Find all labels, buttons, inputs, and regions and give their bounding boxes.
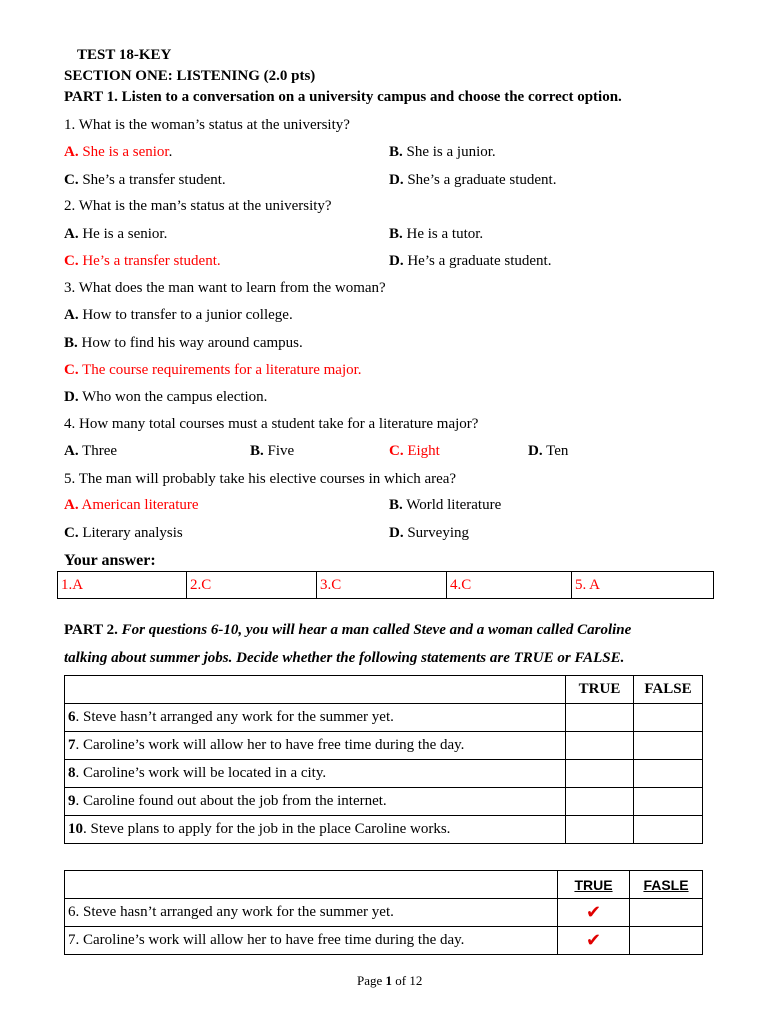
option-letter: D. (528, 443, 543, 459)
false-cell[interactable] (634, 816, 703, 844)
option-letter: B. (389, 144, 403, 160)
option-letter: D. (389, 525, 404, 541)
table-row (65, 927, 703, 955)
statement-cell (65, 760, 566, 788)
false-cell[interactable] (634, 760, 703, 788)
statement-number: 7 (68, 737, 76, 753)
table-row (65, 788, 703, 816)
q4-option-c (389, 443, 440, 460)
true-header: TRUE (566, 676, 634, 704)
option-text: She’s a graduate student. (403, 172, 557, 188)
q3-option-b (64, 335, 303, 352)
false-header: FALSE (634, 676, 703, 704)
q3-option-c (64, 362, 362, 379)
option-letter: B. (64, 335, 78, 351)
statement-text: . Caroline’s work will allow her to have free time during the day. (75, 737, 465, 753)
statement-cell (65, 732, 566, 760)
statement-header-cell (65, 871, 558, 899)
q2-question: 2. What is the man’s status at the university? (64, 198, 332, 214)
false-header: FASLE (630, 871, 703, 899)
answer-cell: 2.C (187, 572, 317, 599)
q4-option-d (528, 443, 568, 460)
option-text: Literary analysis (78, 525, 183, 541)
q5-option-d (389, 525, 469, 542)
table-row (65, 704, 703, 732)
statement-text: . Caroline found out about the job from the internet. (75, 793, 387, 809)
q3-question: 3. What does the man want to learn from the woman? (64, 280, 386, 296)
q2-option-d (389, 253, 551, 270)
answer-cell: 5. A (572, 572, 714, 599)
option-text: Who won the campus election. (78, 389, 268, 405)
section-title: SECTION ONE: LISTENING (2.0 pts) (64, 68, 316, 84)
option-letter: A. (64, 307, 79, 323)
answer-cell: 3.C (317, 572, 447, 599)
answer-row (58, 572, 714, 599)
option-text: She’s a transfer student. (78, 172, 226, 188)
q1-option-c (64, 172, 226, 189)
option-letter: A. (64, 497, 79, 513)
statement-cell (65, 788, 566, 816)
table-header-row (65, 676, 703, 704)
option-punct: . (168, 144, 173, 160)
option-text: Eight (403, 443, 440, 459)
option-text: How to transfer to a junior college. (78, 307, 293, 323)
q1-question: 1. What is the woman’s status at the university? (64, 117, 350, 133)
option-text: Surveying (403, 525, 470, 541)
statement-cell: 6. Steve hasn’t arranged any work for the summer yet. (65, 899, 558, 927)
option-letter: C. (64, 525, 79, 541)
q4-option-a (64, 443, 117, 460)
option-letter: C. (64, 172, 79, 188)
statement-number: 8 (68, 765, 76, 781)
option-letter: C. (389, 443, 404, 459)
q2-option-b (389, 226, 483, 243)
page-word: Page (357, 973, 386, 988)
option-text: Five (263, 443, 295, 459)
option-letter: D. (64, 389, 79, 405)
statement-number: 6 (68, 709, 76, 725)
option-letter: C. (64, 253, 79, 269)
option-text: Three (78, 443, 118, 459)
q3-option-d (64, 389, 267, 406)
your-answer-label: Your answer: (64, 552, 156, 569)
option-text: She is a senior (78, 144, 169, 160)
option-letter: A. (64, 144, 79, 160)
false-cell (630, 899, 703, 927)
table-header-row (65, 871, 703, 899)
part2-label: PART 2. (64, 622, 118, 638)
q4-question: 4. How many total courses must a student take for a literature major? (64, 416, 479, 432)
option-letter: A. (64, 443, 79, 459)
statement-text: . Steve plans to apply for the job in the place Caroline works. (83, 821, 451, 837)
table-row (65, 816, 703, 844)
q2-option-c (64, 253, 221, 270)
statement-number: 10 (68, 821, 83, 837)
table-row (65, 899, 703, 927)
true-cell[interactable] (566, 704, 634, 732)
page-total: of 12 (392, 973, 423, 988)
q1-option-a (64, 144, 172, 161)
q2-option-a (64, 226, 167, 243)
check-mark-icon: ✔ (558, 899, 630, 927)
option-text: Ten (542, 443, 569, 459)
option-text: He is a tutor. (402, 226, 484, 242)
option-text: American literature (78, 497, 199, 513)
true-cell[interactable] (566, 732, 634, 760)
statement-cell (65, 816, 566, 844)
table-row (65, 732, 703, 760)
option-letter: D. (389, 172, 404, 188)
option-text: He’s a graduate student. (403, 253, 552, 269)
statement-text: . Caroline’s work will be located in a city. (75, 765, 327, 781)
test-title: TEST 18-KEY (77, 47, 172, 63)
answer-table (57, 571, 714, 599)
statement-number: 9 (68, 793, 76, 809)
q5-option-c (64, 525, 183, 542)
check-mark-icon: ✔ (558, 927, 630, 955)
statement-cell: 7. Caroline’s work will allow her to have free time during the day. (65, 927, 558, 955)
option-letter: A. (64, 226, 79, 242)
statement-header-cell (65, 676, 566, 704)
false-cell[interactable] (634, 788, 703, 816)
answer-cell: 1.A (58, 572, 187, 599)
option-letter: C. (64, 362, 79, 378)
statement-cell (65, 704, 566, 732)
part2-instruction-line1 (64, 622, 631, 639)
true-header: TRUE (558, 871, 630, 899)
instruction-text: For questions 6-10, you will hear a man called Steve and a woman called Caroline (121, 622, 632, 638)
option-text: World literature (402, 497, 502, 513)
option-text: He’s a transfer student. (78, 253, 221, 269)
false-cell[interactable] (634, 704, 703, 732)
q5-question: 5. The man will probably take his elective courses in which area? (64, 471, 457, 487)
option-letter: D. (389, 253, 404, 269)
table-row (65, 760, 703, 788)
answer-cell: 4.C (447, 572, 572, 599)
option-text: How to find his way around campus. (77, 335, 303, 351)
q1-option-d (389, 172, 556, 189)
option-text: The course requirements for a literature major. (78, 362, 362, 378)
q5-option-b (389, 497, 501, 514)
true-cell[interactable] (566, 816, 634, 844)
q5-option-a (64, 497, 199, 514)
option-letter: B. (389, 497, 403, 513)
statement-text: . Steve hasn’t arranged any work for the summer yet. (75, 709, 394, 725)
false-cell (630, 927, 703, 955)
part2-instruction-line2: talking about summer jobs. Decide whether the following statements are TRUE or FALSE. (64, 650, 625, 666)
option-text: He is a senior. (78, 226, 168, 242)
page-footer (357, 973, 422, 989)
part1-title: PART 1. Listen to a conversation on a university campus and choose the correct option. (64, 89, 622, 105)
q4-option-b (250, 443, 294, 460)
option-letter: B. (250, 443, 264, 459)
answer-key-table (64, 870, 703, 955)
q3-option-a (64, 307, 293, 324)
option-text: She is a junior. (402, 144, 496, 160)
page-number: 1 (385, 973, 393, 988)
q1-option-b (389, 144, 496, 161)
true-false-table (64, 675, 703, 844)
true-cell[interactable] (566, 788, 634, 816)
false-cell[interactable] (634, 732, 703, 760)
true-cell[interactable] (566, 760, 634, 788)
option-letter: B. (389, 226, 403, 242)
